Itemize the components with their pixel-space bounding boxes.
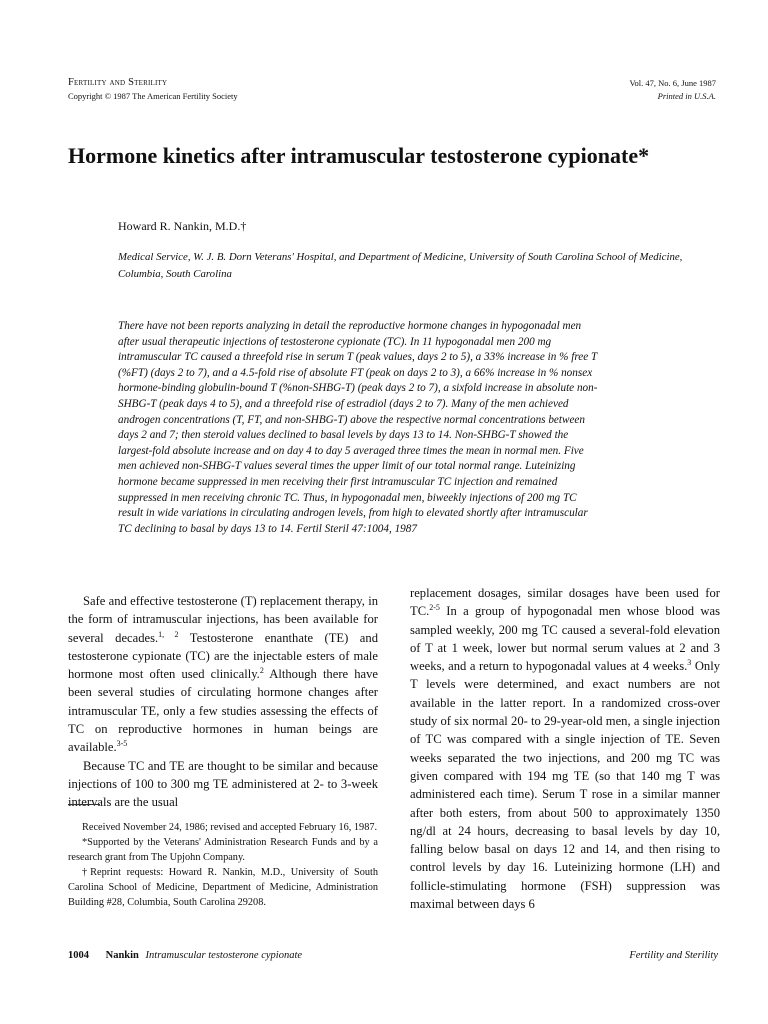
page-number: 1004 bbox=[68, 950, 89, 961]
volume-line: Vol. 47, No. 6, June 1987 bbox=[629, 78, 716, 88]
body-paragraph: Safe and effective testosterone (T) replacement therapy, in the form of intramuscular injections, has been available for several decades.$^{1, 2}$ Testosterone enanthate (TE) and testosterone cypionate (TC) are the injectable esters of male hormone most often used clinically.$^2$ Although there have been several studies of circulating hormone changes after intramuscular TE, only a few studies assessing the effects of TC on reproductive hormones in human beings are available.$^{3-5}$ bbox=[68, 594, 378, 755]
footnotes bbox=[68, 820, 378, 910]
author-line: Howard R. Nankin, M.D.† bbox=[118, 219, 247, 233]
article-title: Hormone kinetics after intramuscular testosterone cypionate* bbox=[68, 143, 650, 168]
running-title: Intramuscular testosterone cypionate bbox=[145, 950, 303, 961]
page-footer-left bbox=[68, 950, 302, 961]
body-paragraph: Because TC and TE are thought to be similar and because injections of 100 to 300 mg TE administered at 2- to 3-week intervals are the usual bbox=[68, 758, 378, 810]
received-note: Received November 24, 1986; revised and accepted February 16, 1987. bbox=[82, 822, 378, 833]
running-author: Nankin bbox=[105, 950, 139, 961]
reprint-note: †Reprint requests: Howard R. Nankin, M.D., University of South Carolina School of Medicine, Department of Medicine, Administration Building #28, Columbia, South Carolina 29208. bbox=[68, 867, 378, 908]
footnote-divider bbox=[68, 804, 100, 805]
footer-journal: Fertility and Sterility bbox=[629, 950, 718, 961]
abstract: There have not been reports analyzing in detail the reproductive hormone changes in hypogonadal men after usual therapeutic injections of testosterone cypionate (TC). In 11 hypogonadal men 200 mg intramuscular TC caused a threefold rise in serum T (peak values, days 2 to 5), a 33% increase in % free T (%FT) (days 2 to 7), and a 4.5-fold rise of absolute FT (peak on days 2 to 3), a 66% increase in % nonsex hormone-binding globulin-bound T (%non-SHBG-T) (peak days 2 to 7), a sixfold increase in absolute non-SHBG-T (peak days 4 to 5), and a threefold rise of estradiol (days 2 to 7). Many of the men achieved androgen concentrations (T, FT, and non-SHBG-T) above the respective normal concentrations between days 2 and 7; then steroid values declined to basal levels by days 13 to 14. Non-SHBG-T showed the largest-fold absolute increase and on day 4 to day 5 averaged three times the mean in normal men. Five men achieved non-SHBG-T values several times the upper limit of our total normal range. Luteinizing hormone became suppressed in men receiving their first intramuscular TC injection and remained suppressed in men receiving chronic TC. Thus, in hypogonadal men, biweekly injections of 200 mg TC result in wide variations in circulating androgen levels, from high to elevated shortly after intramuscular TC declining to basal by days 13 to 14. Fertil Steril 47:1004, 1987 bbox=[118, 320, 598, 535]
journal-header bbox=[68, 76, 238, 103]
affiliation: Medical Service, W. J. B. Dorn Veterans' Hospital, and Department of Medicine, University of South Carolina School of Medicine, Columbia, South Carolina bbox=[118, 251, 683, 280]
body-paragraph: replacement dosages, similar dosages have been used for TC.$^{2-5}$ In a group of hypogonadal men whose blood was sampled weekly, 200 mg TC caused a several-fold elevation of T at 1 week, lower but normal serum values at 2 and 3 weeks, and a return to hypogonadal values at 4 weeks.$^3$ Only T levels were determined, and exact numbers are not available in the latter report. In a randomized cross-over study of six normal 20- to 29-year-old men, a single injection of TC was compared with a single injection of TE. Seven weeks separated the two injections, and 200 mg TC was given compared with 194 mg TE (so that 140 mg T was administered each time). Serum T rose in a similar manner after both esters, from about 500 to approximately 1350 ng/dl at 24 hours, decreasing to basal levels by day 10, falling below basal on days 12 and 14, and then rising to control levels by day 16. Luteinizing hormone (LH) and follicle-stimulating hormone (FSH) suppression was maximal between days 6 bbox=[410, 586, 720, 912]
issue-info bbox=[630, 77, 717, 103]
body-column-right bbox=[410, 584, 720, 913]
support-note: *Supported by the Veterans' Administration Research Funds and by a research grant from The Upjohn Company. bbox=[68, 837, 378, 863]
copyright-line: Copyright © 1987 The American Fertility Society bbox=[68, 91, 238, 101]
journal-name: Fertility and Sterility bbox=[68, 77, 168, 88]
body-column-left bbox=[68, 592, 378, 812]
printed-line: Printed in U.S.A. bbox=[657, 91, 716, 101]
